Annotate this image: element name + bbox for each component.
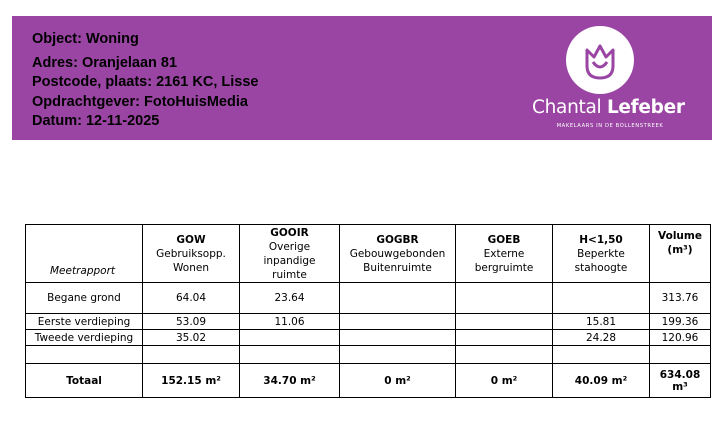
table-cell [143, 346, 240, 364]
table-cell [650, 346, 711, 364]
table-row [26, 330, 711, 346]
column-header: Volume (m³) [650, 225, 711, 283]
total-cell: 152.15 m² [143, 364, 240, 398]
table-cell [456, 330, 553, 346]
table-cell: 53.09 [143, 314, 240, 330]
table-cell [553, 346, 650, 364]
table-cell: 35.02 [143, 330, 240, 346]
total-cell: 0 m² [340, 364, 456, 398]
table-row [26, 314, 711, 330]
column-header: GOW Gebruiksopp. Wonen [143, 225, 240, 283]
table-cell [240, 330, 340, 346]
table-cell [340, 330, 456, 346]
total-cell: 0 m² [456, 364, 553, 398]
table-cell [340, 314, 456, 330]
table-cell [456, 283, 553, 314]
column-header: GOOIR Overige inpandige ruimte [240, 225, 340, 283]
table-cell [553, 283, 650, 314]
row-label: Tweede verdieping [26, 330, 143, 346]
table-cell [456, 314, 553, 330]
company-logo [532, 26, 702, 136]
total-cell: 34.70 m² [240, 364, 340, 398]
table-cell: 64.04 [143, 283, 240, 314]
tulip-logo-icon [566, 26, 634, 94]
total-label: Totaal [26, 364, 143, 398]
table-cell: 120.96 [650, 330, 711, 346]
table-cell [456, 346, 553, 364]
table-cell: 11.06 [240, 314, 340, 330]
table-cell [340, 283, 456, 314]
column-header: H<1,50 Beperkte stahoogte [553, 225, 650, 283]
object-info [32, 30, 258, 132]
column-header: GOGBR Gebouwgebonden Buitenruimte [340, 225, 456, 283]
blank-row [26, 346, 711, 364]
address-line: Adres: Oranjelaan 81 [32, 54, 178, 71]
table-cell: 313.76 [650, 283, 711, 314]
measurement-table [25, 224, 711, 398]
table-cell: 199.36 [650, 314, 711, 330]
column-header: GOEB Externe bergruimte [456, 225, 553, 283]
total-cell: 40.09 m² [553, 364, 650, 398]
date-line: Datum: 12-11-2025 [32, 113, 160, 129]
table-cell: 23.64 [240, 283, 340, 314]
row-label: Begane grond [26, 283, 143, 314]
logo-tagline: MAKELAARS IN DE BOLLENSTREEK [556, 123, 664, 129]
postcode-line: Postcode, plaats: 2161 KC, Lisse [32, 74, 259, 90]
total-row [26, 364, 711, 398]
table-cell [340, 346, 456, 364]
table-cell: 15.81 [553, 314, 650, 330]
header-banner [12, 16, 712, 140]
table-row [26, 283, 711, 314]
row-label: Eerste verdieping [26, 314, 143, 330]
object-line: Object: Woning [32, 31, 139, 47]
total-cell: 634.08 m³ [650, 364, 711, 398]
table-title: Meetrapport [26, 225, 143, 283]
logo-first-name: Chantal [532, 97, 602, 118]
table-cell [26, 346, 143, 364]
logo-last-name: Lefeber [606, 97, 685, 118]
table-header-row [26, 225, 711, 283]
client-line: Opdrachtgever: FotoHuisMedia [32, 93, 248, 110]
table-cell [240, 346, 340, 364]
table-cell: 24.28 [553, 330, 650, 346]
logo-wordmark [532, 97, 685, 118]
